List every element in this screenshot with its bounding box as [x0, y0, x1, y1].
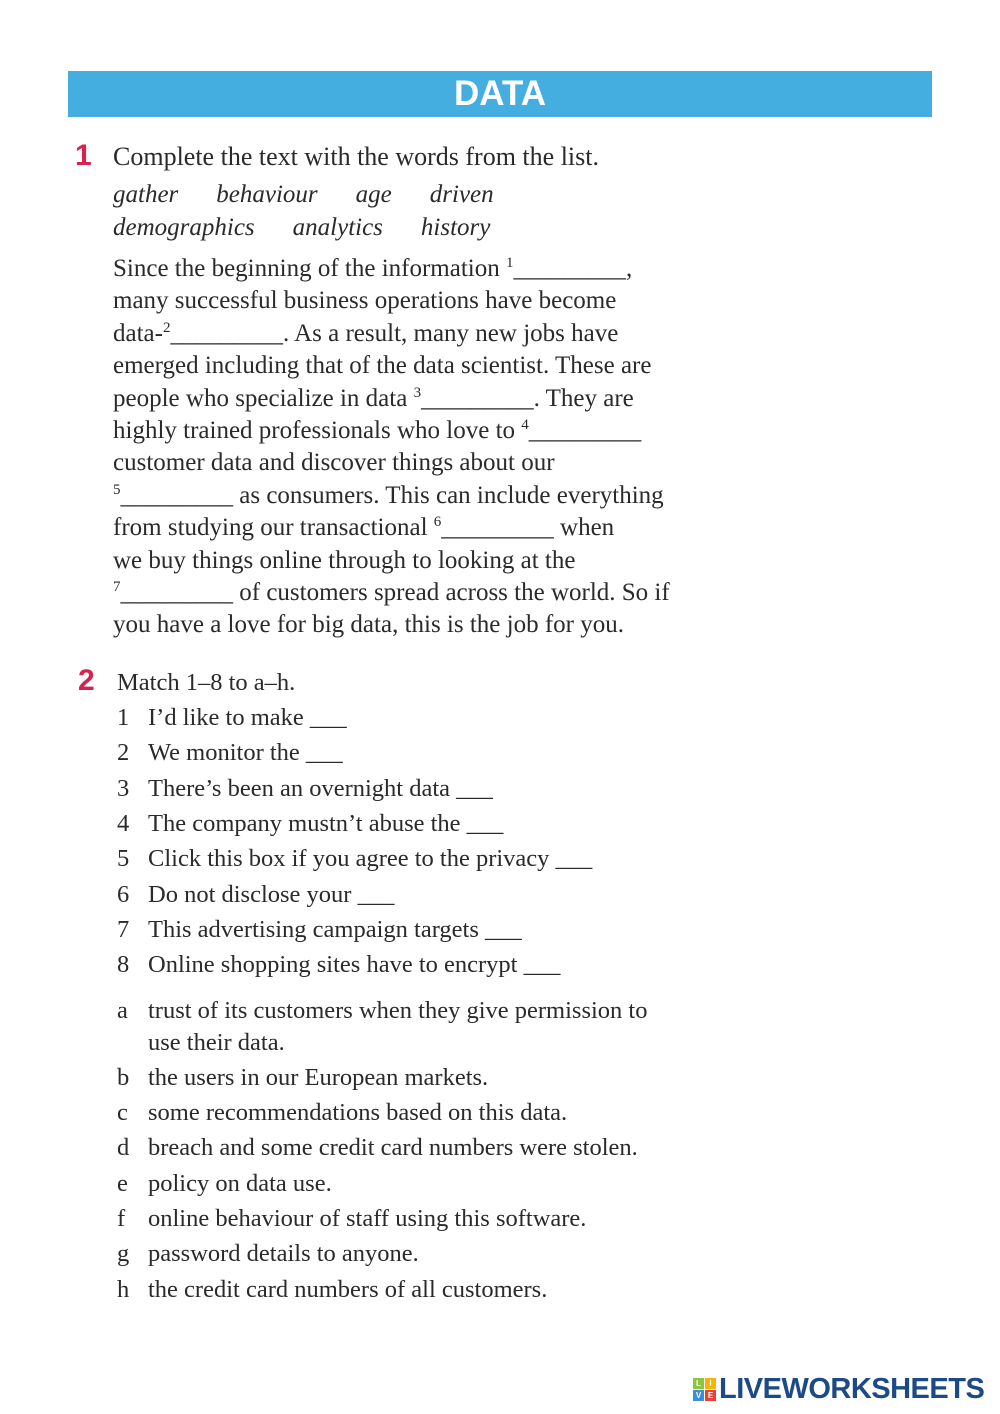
match-item [117, 704, 347, 732]
liveworksheets-logo [693, 1374, 984, 1404]
exercise-2-number: 2 [78, 664, 95, 697]
item-text: This advertising campaign targets ___ [148, 915, 522, 943]
gap-number: 5 [113, 481, 121, 498]
item-number: 2 [117, 739, 130, 767]
match-item [117, 775, 493, 803]
match-option [117, 1170, 332, 1198]
line-text: data- [113, 319, 163, 347]
word-option: gather [113, 181, 179, 208]
gap-number: 4 [521, 417, 529, 433]
option-letter: g [117, 1240, 130, 1267]
word-option: age [355, 181, 392, 208]
gap-number: 3 [413, 384, 422, 401]
option-letter: f [117, 1205, 126, 1232]
item-number: 8 [117, 951, 130, 979]
item-text: Do not disclose your ___ [148, 880, 395, 908]
option-letter: a [117, 997, 128, 1024]
word-option: history [420, 214, 491, 241]
option-text: online behaviour of staff using this software. [148, 1205, 587, 1232]
option-continuation: use their data. [148, 1029, 285, 1056]
item-number: 1 [117, 704, 130, 731]
paragraph-line [113, 385, 634, 413]
item-number: 3 [117, 774, 130, 802]
item-number: 7 [117, 915, 130, 943]
gap-number: 2 [162, 319, 171, 336]
item-text: I’d like to make ___ [148, 704, 347, 731]
match-option [117, 1205, 586, 1233]
word-option: driven [429, 181, 494, 208]
logo-tile: I [705, 1378, 716, 1389]
line-text: _________ [528, 417, 642, 444]
word-option: behaviour [216, 181, 318, 208]
line-text: many successful business operations have become [113, 287, 617, 315]
word-option: analytics [292, 214, 383, 241]
paragraph-line [113, 482, 664, 510]
line-text: _________. As a result, many new jobs have [170, 319, 619, 347]
gap-number: 7 [113, 579, 121, 595]
option-text: password details to anyone. [148, 1240, 419, 1267]
item-number: 4 [117, 809, 130, 837]
line-text: highly trained professionals who love to [113, 417, 522, 444]
option-text: breach and some credit card numbers were stolen. [148, 1134, 638, 1161]
logo-tile: E [705, 1390, 716, 1401]
match-item [117, 845, 592, 873]
option-text: the users in our European markets. [148, 1064, 489, 1091]
line-text: _________. They are [421, 384, 634, 412]
line-text: we buy things online through to looking at the [113, 546, 576, 574]
match-option [117, 1134, 638, 1162]
line-text: from studying our transactional [113, 514, 434, 542]
paragraph-line [113, 417, 641, 445]
line-text: _________ of customers spread across the world. So if [120, 579, 670, 606]
line-text: Since the beginning of the information [113, 255, 506, 282]
line-text: _________, [513, 255, 633, 282]
option-text: the credit card numbers of all customers. [148, 1276, 548, 1303]
option-letter: c [117, 1099, 128, 1126]
paragraph-line [113, 449, 555, 477]
option-letter: b [117, 1064, 130, 1091]
match-item [117, 810, 503, 838]
paragraph-line [113, 352, 651, 380]
line-text: _________ as consumers. This can include everything [120, 481, 664, 509]
item-number: 5 [117, 845, 130, 873]
match-option [117, 997, 647, 1025]
item-text: We monitor the ___ [148, 739, 343, 767]
exercise-2-instruction: Match 1–8 to a–h. [117, 669, 296, 696]
paragraph-line [113, 287, 616, 315]
line-text: emerged including that of the data scientist. These are [113, 352, 652, 380]
exercise-1-instruction: Complete the text with the words from the list. [113, 142, 599, 171]
option-text: policy on data use. [148, 1170, 332, 1197]
line-text: you have a love for big data, this is the job for you. [113, 611, 624, 639]
logo-tile: V [693, 1390, 704, 1401]
match-option [117, 1240, 419, 1268]
item-text: The company mustn’t abuse the ___ [148, 809, 504, 837]
word-row [113, 214, 528, 242]
gap-number: 6 [433, 514, 442, 531]
option-letter: h [117, 1276, 130, 1303]
option-text: some recommendations based on this data. [148, 1099, 568, 1126]
logo-icon [693, 1378, 716, 1401]
paragraph-line [113, 320, 618, 348]
logo-tile: L [693, 1378, 704, 1389]
match-option [117, 1099, 567, 1127]
paragraph-line [113, 579, 670, 607]
title-banner [68, 71, 932, 117]
option-text: trust of its customers when they give permission to [148, 997, 648, 1024]
line-text: customer data and discover things about our [113, 449, 555, 477]
match-option [117, 1276, 547, 1304]
option-letter: d [117, 1134, 130, 1161]
page-title: DATA [453, 74, 546, 113]
paragraph-line [113, 255, 632, 283]
match-option [117, 1064, 488, 1092]
paragraph-line [113, 547, 575, 575]
match-item [117, 916, 522, 944]
paragraph-line [113, 611, 624, 639]
option-letter: e [117, 1170, 128, 1197]
line-text: people who specialize in data [113, 384, 414, 412]
word-row [113, 181, 532, 209]
item-text: Click this box if you agree to the privacy ___ [148, 845, 593, 873]
match-item [117, 739, 343, 767]
line-text: _________ when [441, 514, 615, 542]
word-option: demographics [113, 214, 255, 241]
item-text: Online shopping sites have to encrypt ___ [148, 951, 561, 979]
item-number: 6 [117, 880, 130, 908]
exercise-1-number: 1 [75, 139, 92, 172]
logo-text: LIVEWORKSHEETS [719, 1372, 985, 1405]
match-item [117, 881, 394, 909]
match-item [117, 951, 560, 979]
gap-number: 1 [505, 255, 514, 271]
paragraph-line [113, 514, 614, 542]
item-text: There’s been an overnight data ___ [148, 774, 493, 802]
